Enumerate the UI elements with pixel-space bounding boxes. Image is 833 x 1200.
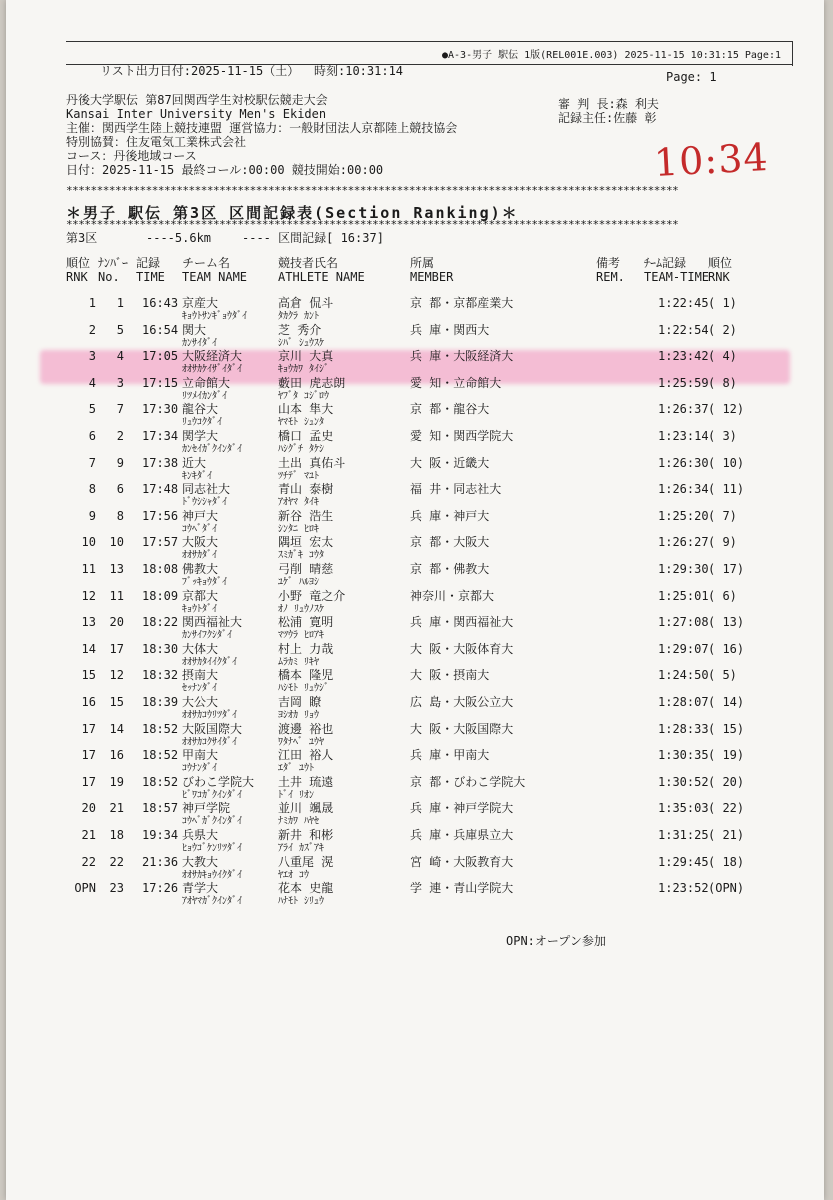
cell-member: 大 阪・大阪体育大 [410, 641, 514, 656]
table-row [6, 589, 824, 617]
section-record: ---- 区間記録[ 16:37] [242, 231, 384, 245]
table-row [6, 535, 824, 563]
cell-athlete: 弓削 晴慈 [278, 562, 334, 576]
cell-team-time: 1:30:52 [658, 774, 709, 789]
cell-rank: 16 [81, 695, 96, 709]
cell-time: 17:30 [142, 402, 179, 417]
cell-athlete-kana: ﾜﾀﾅﾍﾞ ﾕｳﾔ [278, 736, 325, 748]
cell-team: 摂南大 [182, 668, 219, 683]
cell-athlete-kana: ｵﾉ ﾘｭｳﾉｽｹ [278, 603, 325, 615]
cell-team: 佛教大 [182, 562, 219, 576]
cell-rank: 5 [88, 402, 96, 417]
cell-team-rank: ( 6) [708, 588, 737, 603]
cell-team-time: 1:24:50 [658, 668, 709, 683]
cell-team-kana: ｵｵｻｶﾀﾞｲ [182, 550, 217, 562]
cell-team-kana: ﾋｮｳｺﾞｹﾝﾘﾂﾀﾞｲ [182, 843, 242, 854]
cell-team-rank: ( 9) [708, 535, 737, 550]
cell-time: 18:52 [142, 721, 179, 736]
date-line: 日付：2025-11-15 最終コール:00:00 競技開始:00:00 [66, 163, 384, 177]
col-rem-ja: 備考 [596, 256, 621, 270]
cell-no: 5 [116, 322, 124, 337]
cell-athlete: 松浦 寛明 [278, 615, 334, 630]
cell-rank: 1 [88, 296, 96, 310]
col-rem-en: REM. [596, 270, 625, 284]
cell-time: 19:34 [142, 828, 179, 842]
cell-team-time: 1:26:34 [658, 482, 709, 497]
cell-rank: OPN [74, 881, 96, 896]
cell-no: 16 [109, 748, 124, 763]
cell-no: 17 [109, 641, 124, 656]
table-row [6, 562, 824, 590]
cell-athlete-kana: ｱｵﾔﾏ ﾀｲｷ [278, 497, 320, 509]
list-output-date: リスト出力日付:2025-11-15（土） [100, 64, 300, 78]
cell-member: 大 阪・摂南大 [410, 668, 490, 683]
cell-athlete: 吉岡 瞭 [278, 695, 322, 709]
cell-team: 大阪国際大 [182, 721, 243, 736]
cell-athlete: 新谷 浩生 [278, 508, 334, 523]
cell-rank: 21 [81, 828, 96, 842]
cell-time: 18:32 [142, 668, 179, 683]
cell-time: 18:52 [142, 748, 179, 763]
section-label: 第3区 [66, 231, 98, 245]
cell-team: 甲南大 [182, 748, 219, 763]
cell-team-rank: ( 16) [708, 641, 745, 656]
event-title-en: Kansai Inter University Men's Ekiden [66, 107, 327, 121]
cell-team-kana: ｵｵｻｶｹｲｻﾞｲﾀﾞｲ [182, 364, 242, 376]
cell-member: 京 都・大阪大 [410, 535, 490, 550]
cell-team-rank: ( 2) [708, 322, 737, 337]
cell-team-rank: ( 15) [708, 721, 745, 736]
cell-team-kana: ｷｮｳﾄｻﾝｷﾞｮｳﾀﾞｲ [182, 311, 247, 322]
cell-team-kana: ﾌﾞｯｷｮｳﾀﾞｲ [182, 577, 227, 588]
cell-athlete-kana: ﾑﾗｶﾐ ﾘｷﾔ [278, 656, 320, 668]
cell-time: 16:43 [142, 296, 179, 310]
cell-time: 18:30 [142, 641, 179, 656]
cell-team: 関学大 [182, 429, 219, 443]
cell-team-kana: ｺｳﾍﾞｶﾞｸｲﾝﾀﾞｲ [182, 816, 242, 828]
col-athlete-en: ATHLETE NAME [278, 270, 365, 284]
table-row [6, 855, 824, 883]
table-row [6, 615, 824, 643]
cell-team-kana: ｶﾝｾｲｶﾞｸｲﾝﾀﾞｲ [182, 444, 242, 455]
cell-member: 兵 庫・関西福祉大 [410, 615, 514, 630]
cell-athlete: 江田 裕人 [278, 748, 334, 763]
cell-no: 14 [109, 721, 124, 736]
cell-member: 広 島・大阪公立大 [410, 695, 514, 709]
cell-team: 龍谷大 [182, 402, 219, 417]
cell-rank: 8 [88, 482, 96, 497]
cell-team-rank: (OPN) [708, 881, 745, 896]
col-time-ja: 記録 [136, 256, 161, 270]
cell-rank: 10 [81, 535, 96, 550]
cell-member: 京 都・びわこ学院大 [410, 774, 526, 789]
cell-time: 17:57 [142, 535, 179, 550]
cell-time: 17:38 [142, 455, 179, 470]
cell-member: 大 阪・大阪国際大 [410, 721, 514, 736]
cell-team-time: 1:29:30 [658, 562, 709, 576]
cell-rank: 14 [81, 641, 96, 656]
handwritten-note: 10:34 [652, 135, 770, 185]
cell-athlete: 山本 隼大 [278, 402, 334, 417]
cell-member: 京 都・龍谷大 [410, 402, 490, 417]
cell-team: 青学大 [182, 881, 219, 896]
result-sheet [6, 0, 824, 1200]
cell-time: 18:22 [142, 615, 179, 630]
cell-no: 8 [116, 508, 124, 523]
cell-team-kana: ｶﾝｻｲﾌｸｼﾀﾞｲ [182, 630, 232, 642]
cell-no: 1 [116, 296, 124, 310]
cell-team-kana: ﾋﾞﾜｺｶﾞｸｲﾝﾀﾞｲ [182, 789, 242, 801]
cell-no: 15 [109, 695, 124, 709]
cell-no: 19 [109, 774, 124, 789]
cell-no: 2 [116, 429, 124, 443]
cell-athlete: 小野 竜之介 [278, 588, 346, 603]
cell-athlete: 青山 泰樹 [278, 482, 334, 497]
cell-athlete-kana: ﾅﾐｶﾜ ﾊﾔｾ [278, 816, 320, 828]
table-row [6, 509, 824, 537]
cell-member: 福 井・同志社大 [410, 482, 502, 497]
cell-time: 17:34 [142, 429, 179, 443]
cell-team-rank: ( 7) [708, 508, 737, 523]
cell-team: 大阪経済大 [182, 349, 243, 364]
cell-team-rank: ( 11) [708, 482, 745, 497]
col-team-en: TEAM NAME [182, 270, 248, 284]
col-team-time-ja: ﾁｰﾑ記録 [644, 256, 687, 270]
cell-no: 3 [116, 375, 124, 390]
cell-no: 22 [109, 854, 124, 869]
cell-time: 17:56 [142, 508, 179, 523]
cell-no: 9 [116, 455, 124, 470]
cell-team-time: 1:28:07 [658, 695, 709, 709]
cell-team-rank: ( 22) [708, 801, 745, 816]
cell-team-time: 1:22:45 [658, 296, 709, 310]
cell-team-rank: ( 12) [708, 402, 745, 417]
cell-time: 16:54 [142, 322, 179, 337]
cell-team-rank: ( 13) [708, 615, 745, 630]
cell-team-kana: ﾘﾂﾒｲｶﾝﾀﾞｲ [182, 390, 227, 402]
cell-rank: 17 [81, 748, 96, 763]
cell-athlete-kana: ｼﾝﾀﾆ ﾋﾛｷ [278, 523, 320, 535]
cell-athlete-kana: ﾔﾌﾞﾀ ｺｼﾞﾛｳ [278, 390, 330, 402]
cell-member: 愛 知・立命館大 [410, 375, 502, 390]
cell-athlete-kana: ﾏﾂｳﾗ ﾋﾛｱｷ [278, 630, 325, 642]
col-rank-ja: 順位 [66, 256, 91, 270]
cell-team: 立命館大 [182, 375, 231, 390]
cell-no: 20 [109, 615, 124, 630]
output-time: 時刻:10:31:14 [314, 64, 404, 78]
cell-member: 神奈川・京都大 [410, 588, 495, 603]
cell-team-time: 1:23:52 [658, 881, 709, 896]
cell-team-time: 1:31:25 [658, 828, 709, 842]
cell-athlete: 花本 史龍 [278, 881, 334, 896]
cell-team: 関西福祉大 [182, 615, 243, 630]
cell-time: 17:15 [142, 375, 179, 390]
cell-team: びわこ学院大 [182, 774, 255, 789]
cell-athlete-kana: ﾂﾁﾃﾞ ﾏﾕﾄ [278, 470, 320, 482]
table-row [6, 296, 824, 324]
cell-team-time: 1:28:33 [658, 721, 709, 736]
table-row [6, 402, 824, 430]
cell-time: 18:57 [142, 801, 179, 816]
print-header-line: ●A-3-男子 駅伝 1版(REL001E.003) 2025-11-15 10:31:15 Page:1 [442, 50, 781, 61]
cell-team-kana: ｵｵｻｶｺｳﾘﾂﾀﾞｲ [182, 710, 237, 721]
cell-athlete-kana: ﾕｹﾞ ﾊﾙﾖｼ [278, 577, 320, 588]
cell-athlete-kana: ｷｮｳｶﾜ ﾀｲｼﾞ [278, 364, 330, 376]
cell-team-kana: ｺｳﾍﾞﾀﾞｲ [182, 523, 217, 535]
table-row [6, 376, 824, 404]
cell-rank: 6 [88, 429, 96, 443]
cell-no: 6 [116, 482, 124, 497]
cell-team-time: 1:29:45 [658, 854, 709, 869]
table-row [6, 323, 824, 351]
cell-member: 京 都・佛教大 [410, 562, 490, 576]
cell-team: 京都大 [182, 588, 219, 603]
cell-athlete-kana: ﾔｴｵ ｺｳ [278, 869, 310, 881]
cell-athlete-kana: ﾊﾅﾓﾄ ｼﾘｭｳ [278, 896, 325, 908]
col-no-en: No. [98, 270, 120, 284]
table-row [6, 881, 824, 909]
table-row [6, 748, 824, 776]
cell-team-rank: ( 10) [708, 455, 745, 470]
cell-team-time: 1:35:03 [658, 801, 709, 816]
footnote: OPN:オープン参加 [506, 934, 606, 948]
cell-member: 兵 庫・兵庫県立大 [410, 828, 514, 842]
cell-team-time: 1:26:37 [658, 402, 709, 417]
organizer: 主催：関西学生陸上競技連盟 運営協力：一般財団法人京都陸上競技協会 [66, 121, 458, 135]
section-title: ＊男子 駅伝 第3区 区間記録表(Section Ranking)＊ [66, 204, 519, 222]
cell-team: 京産大 [182, 296, 219, 310]
cell-member: 学 連・青山学院大 [410, 881, 514, 896]
table-row [6, 429, 824, 457]
cell-team: 神戸学院 [182, 801, 231, 816]
recorder: 記録主任:佐藤 彰 [558, 111, 657, 125]
table-row [6, 828, 824, 856]
cell-time: 18:39 [142, 695, 179, 709]
cell-no: 12 [109, 668, 124, 683]
cell-member: 兵 庫・大阪経済大 [410, 349, 514, 364]
course: コース：丹後地域コース [66, 149, 197, 163]
cell-rank: 3 [88, 349, 96, 364]
cell-team-kana: ﾄﾞｳｼｼｬﾀﾞｲ [182, 497, 227, 509]
cell-team: 近大 [182, 455, 207, 470]
cell-athlete-kana: ﾊｼｸﾞﾁ ﾀｹｼ [278, 444, 325, 455]
cell-athlete-kana: ﾄﾞｲ ﾘｵﾝ [278, 789, 315, 801]
cell-no: 11 [109, 588, 124, 603]
cell-team-time: 1:23:14 [658, 429, 709, 443]
cell-member: 宮 崎・大阪教育大 [410, 854, 514, 869]
cell-team-kana: ｷｮｳﾄﾀﾞｲ [182, 603, 217, 615]
cell-rank: 17 [81, 774, 96, 789]
cell-athlete-kana: ﾔﾏﾓﾄ ｼｭﾝﾀ [278, 417, 325, 429]
referee: 審 判 長:森 利夫 [558, 97, 659, 111]
cell-team-kana: ｵｵｻｶｺｸｻｲﾀﾞｲ [182, 736, 237, 748]
cell-team-time: 1:29:07 [658, 641, 709, 656]
cell-athlete: 京川 大真 [278, 349, 334, 364]
cell-team-kana: ｾｯﾅﾝﾀﾞｲ [182, 683, 217, 695]
cell-rank: 9 [88, 508, 96, 523]
cell-team-kana: ﾘｭｳｺｸﾀﾞｲ [182, 417, 222, 429]
cell-member: 兵 庫・神戸大 [410, 508, 490, 523]
cell-rank: 20 [81, 801, 96, 816]
cell-no: 23 [109, 881, 124, 896]
cell-athlete-kana: ｼﾊﾞ ｼｭｳｽｹ [278, 337, 325, 349]
cell-team: 大公大 [182, 695, 219, 709]
cell-team: 関大 [182, 322, 207, 337]
cell-athlete-kana: ｱﾗｲ ｶｽﾞｱｷ [278, 843, 325, 854]
cell-team: 兵県大 [182, 828, 219, 842]
cell-member: 京 都・京都産業大 [410, 296, 514, 310]
cell-athlete-kana: ｽﾐｶﾞｷ ｺｳﾀ [278, 550, 325, 562]
cell-athlete: 渡邊 裕也 [278, 721, 334, 736]
cell-team-kana: ｷﾝｷﾀﾞｲ [182, 470, 212, 482]
cell-athlete: 橋本 隆児 [278, 668, 334, 683]
cell-rank: 12 [81, 588, 96, 603]
cell-athlete: 並川 颯晟 [278, 801, 334, 816]
cell-team-rank: ( 1) [708, 296, 737, 310]
cell-athlete: 隅垣 宏太 [278, 535, 334, 550]
table-row [6, 456, 824, 484]
cell-team-rank: ( 5) [708, 668, 737, 683]
cell-athlete: 八重尾 滉 [278, 854, 334, 869]
cell-no: 13 [109, 562, 124, 576]
cell-athlete: 藪田 虎志朗 [278, 375, 346, 390]
cell-no: 21 [109, 801, 124, 816]
cell-team-kana: ｵｵｻｶﾀｲｲｸﾀﾞｲ [182, 656, 237, 668]
cell-rank: 11 [81, 562, 96, 576]
table-row [6, 722, 824, 750]
col-no-ja: ﾅﾝﾊﾞｰ [98, 256, 129, 270]
table-row [6, 642, 824, 670]
cell-team: 神戸大 [182, 508, 219, 523]
section-distance: ----5.6km [146, 231, 212, 245]
cell-athlete: 土出 真佑斗 [278, 455, 346, 470]
cell-member: 兵 庫・甲南大 [410, 748, 490, 763]
table-row [6, 668, 824, 696]
cell-time: 17:05 [142, 349, 179, 364]
col-team-time-en: TEAM-TIME [644, 270, 710, 284]
cell-team-rank: ( 18) [708, 854, 745, 869]
cell-no: 18 [109, 828, 124, 842]
cell-rank: 17 [81, 721, 96, 736]
cell-team-rank: ( 3) [708, 429, 737, 443]
cell-time: 18:08 [142, 562, 179, 576]
cell-member: 兵 庫・神戸学院大 [410, 801, 514, 816]
cell-team-rank: ( 8) [708, 375, 737, 390]
cell-time: 18:09 [142, 588, 179, 603]
table-row [6, 349, 824, 377]
cell-no: 7 [116, 402, 124, 417]
cell-time: 17:26 [142, 881, 179, 896]
cell-member: 大 阪・近畿大 [410, 455, 490, 470]
col-rank-en: RNK [66, 270, 88, 284]
cell-team: 同志社大 [182, 482, 231, 497]
cell-team: 大阪大 [182, 535, 219, 550]
cell-athlete: 橋口 孟史 [278, 429, 334, 443]
cell-team-time: 1:25:01 [658, 588, 709, 603]
table-row [6, 801, 824, 829]
cell-athlete: 新井 和彬 [278, 828, 334, 842]
cell-athlete-kana: ﾊｼﾓﾄ ﾘｭｳｼﾞ [278, 683, 330, 695]
cell-rank: 4 [88, 375, 96, 390]
cell-member: 兵 庫・関西大 [410, 322, 490, 337]
cell-team-time: 1:23:42 [658, 349, 709, 364]
stars-top: **************************************************************************************************** [66, 184, 679, 197]
event-title-ja: 丹後大学駅伝 第87回関西学生対校駅伝競走大会 [66, 93, 328, 107]
cell-time: 17:48 [142, 482, 179, 497]
cell-team-time: 1:26:27 [658, 535, 709, 550]
cell-team-kana: ｶﾝｻｲﾀﾞｲ [182, 337, 217, 349]
cell-member: 愛 知・関西学院大 [410, 429, 514, 443]
sponsor: 特別協賛：住友電気工業株式会社 [66, 135, 247, 149]
cell-team-rank: ( 17) [708, 562, 745, 576]
cell-team: 大教大 [182, 854, 219, 869]
table-row [6, 482, 824, 510]
cell-team-rank: ( 4) [708, 349, 737, 364]
cell-no: 10 [109, 535, 124, 550]
cell-team-rank: ( 20) [708, 774, 745, 789]
cell-rank: 15 [81, 668, 96, 683]
col-member-ja: 所属 [410, 256, 435, 270]
cell-rank: 7 [88, 455, 96, 470]
cell-athlete: 村上 力哉 [278, 641, 334, 656]
cell-team-time: 1:25:20 [658, 508, 709, 523]
cell-athlete-kana: ｴﾀﾞ ﾕｳﾄ [278, 763, 315, 775]
cell-team-kana: ｵｵｻｶｷｮｳｲｸﾀﾞｲ [182, 869, 242, 881]
cell-rank: 2 [88, 322, 96, 337]
cell-team-rank: ( 19) [708, 748, 745, 763]
cell-athlete-kana: ﾀｶｸﾗ ｶﾝﾄ [278, 311, 320, 322]
cell-team-time: 1:22:54 [658, 322, 709, 337]
cell-team-time: 1:26:30 [658, 455, 709, 470]
cell-team-time: 1:27:08 [658, 615, 709, 630]
col-athlete-ja: 競技者氏名 [278, 256, 339, 270]
cell-athlete: 芝 秀介 [278, 322, 322, 337]
col-team-rank-en: RNK [708, 270, 730, 284]
cell-team: 大体大 [182, 641, 219, 656]
table-row [6, 695, 824, 723]
col-member-en: MEMBER [410, 270, 454, 284]
col-team-rank-ja: 順位 [708, 256, 733, 270]
cell-team-time: 1:30:35 [658, 748, 709, 763]
cell-time: 18:52 [142, 774, 179, 789]
cell-team-kana: ｱｵﾔﾏｶﾞｸｲﾝﾀﾞｲ [182, 896, 242, 908]
cell-rank: 13 [81, 615, 96, 630]
page-number: Page: 1 [666, 70, 717, 84]
cell-team-rank: ( 21) [708, 828, 745, 842]
cell-team-kana: ｺｳﾅﾝﾀﾞｲ [182, 763, 217, 775]
cell-no: 4 [116, 349, 124, 364]
col-team-ja: チーム名 [182, 256, 231, 270]
col-time-en: TIME [136, 270, 165, 284]
cell-athlete-kana: ﾖｼｵｶ ﾘｮｳ [278, 710, 320, 721]
cell-time: 21:36 [142, 854, 179, 869]
cell-athlete: 土井 琉遠 [278, 774, 334, 789]
cell-athlete: 高倉 侃斗 [278, 296, 334, 310]
stars-bottom: **************************************************************************************************** [66, 218, 679, 231]
cell-rank: 22 [81, 854, 96, 869]
cell-team-time: 1:25:59 [658, 375, 709, 390]
table-row [6, 775, 824, 803]
cell-team-rank: ( 14) [708, 695, 745, 709]
